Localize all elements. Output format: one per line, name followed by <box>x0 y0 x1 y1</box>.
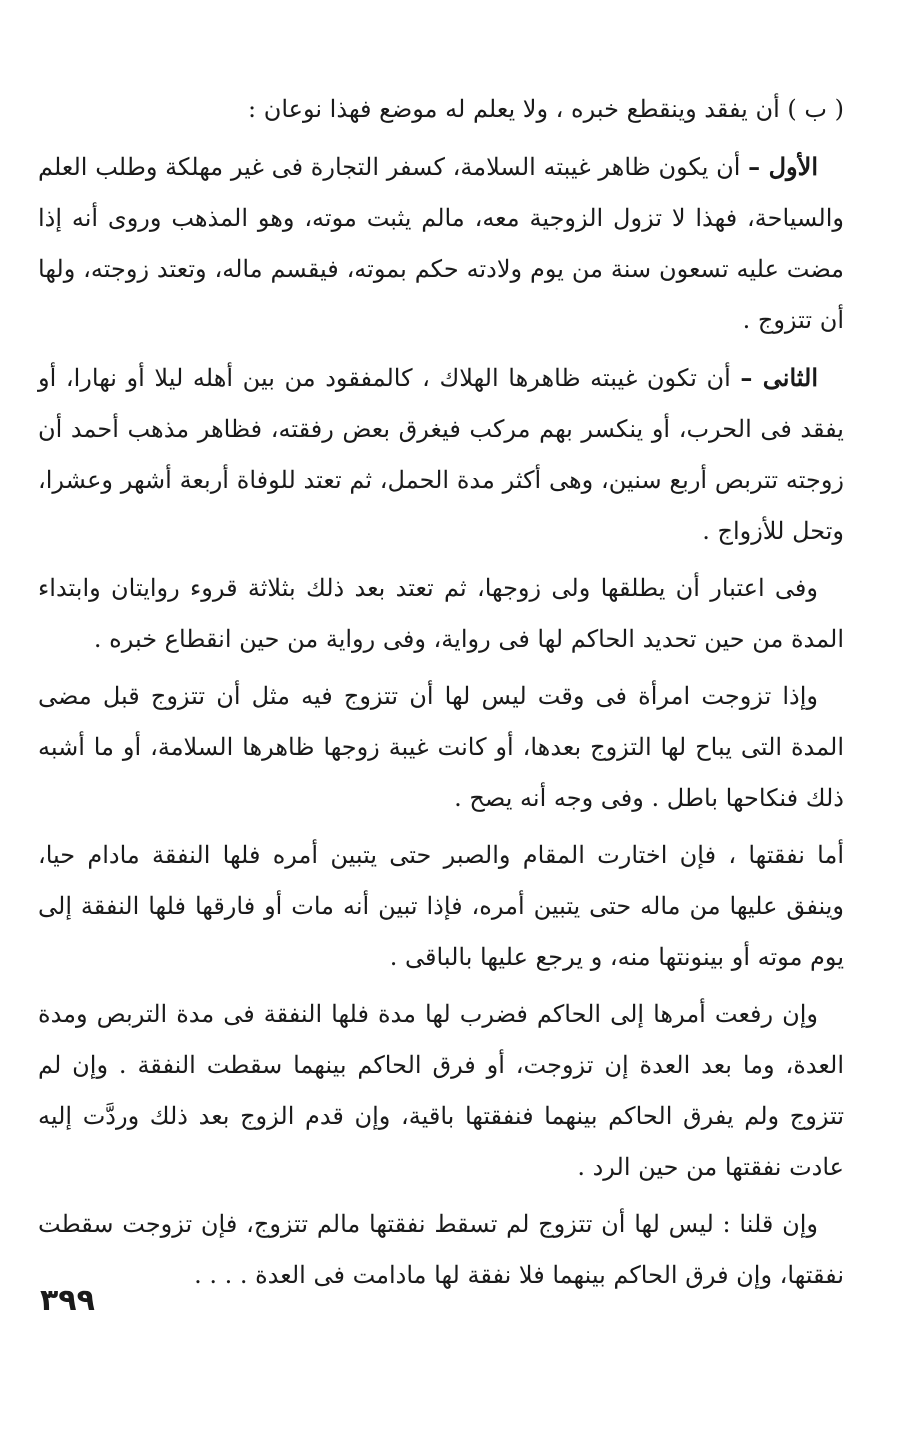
paragraph-text: وفى اعتبار أن يطلقها ولى زوجها، ثم تعتد بعد ذلك بثلاثة قروء روايتان وابتداء المدة من حين تحديد الحاكم لها فى رواية، وفى رواية من حين انقطاع خبره . <box>38 574 844 653</box>
paragraph-divorce-by-guardian <box>38 563 844 665</box>
paragraph-text: وإن رفعت أمرها إلى الحاكم فضرب لها مدة فلها النفقة فى مدة التربص ومدة العدة، وما بعد العدة إن تزوجت، أو فرق الحاكم بينهما سقطت النفقة . وإن لم تتزوج ولم يفرق الحاكم بينهما فنفقتها باقية، وإن قدم الزوج بعد ذلك وردَّت إليه عادت نفقتها من حين الرد . <box>38 1000 844 1181</box>
paragraph-text: وإذا تزوجت امرأة فى وقت ليس لها أن تتزوج فيه مثل أن تتزوج قبل مضى المدة التى يباح لها التزوج بعدها، أو كانت غيبة زوجها ظاهرها السلامة، أو ما أشبه ذلك فنكاحها باطل . وفى وجه أنه يصح . <box>38 682 844 812</box>
paragraph-text: وإن قلنا : ليس لها أن تتزوج لم تسقط نفقتها مالم تتزوج، فإن تزوجت سقطت نفقتها، وإن فرق الحاكم بينهما فلا نفقة لها مادامت فى العدة . . . . <box>38 1210 844 1289</box>
paragraph-lead: الأول – <box>748 152 818 181</box>
paragraph-text: ( ب ) أن يفقد وينقطع خبره ، ولا يعلم له موضع فهذا نوعان : <box>248 95 844 123</box>
page-number: ٣٩٩ <box>40 1283 95 1318</box>
paragraph-first-type <box>38 141 844 346</box>
page-body <box>38 84 844 1307</box>
paragraph-maintenance <box>38 830 844 983</box>
paragraph-text: أما نفقتها ، فإن اختارت المقام والصبر حتى يتبين أمره فلها النفقة مادام حيا، وينفق عليها من ماله حتى يتبين أمره، فإذا تبين أنه مات أو فارقها فلها النفقة إلى يوم موته أو بينونتها منه، و يرجع عليها بالباقى . <box>38 841 844 971</box>
paragraph-second-type <box>38 352 844 557</box>
paragraph-text: أن يكون ظاهر غيبته السلامة، كسفر التجارة فى غير مهلكة وطلب العلم والسياحة، فهذا لا تزول الزوجية معه، مالم يثبت موته، وهو المذهب وروى أنه إذا مضت عليه تسعون سنة من يوم ولادته حكم بموته، فيقسم ماله، وتعتد زوجته، ولها أن تتزوج . <box>38 153 844 334</box>
paragraph-if-we-say <box>38 1199 844 1301</box>
paragraph-text: أن تكون غيبته ظاهرها الهلاك ، كالمفقود من بين أهله ليلا أو نهارا، أو يفقد فى الحرب، أو ينكسر بهم مركب فيغرق بعض رفقته، فظاهر مذهب أحمد أن زوجته تتربص أربع سنين، وهى أكثر مدة الحمل، ثم تعتد للوفاة أربعة أشهر وعشرا، وتحل للأزواج . <box>38 364 844 545</box>
paragraph-lead: الثانى – <box>740 363 818 392</box>
paragraph-invalid-marriage <box>38 671 844 824</box>
paragraph-missing-types <box>38 84 844 135</box>
paragraph-judge-ruling <box>38 989 844 1193</box>
